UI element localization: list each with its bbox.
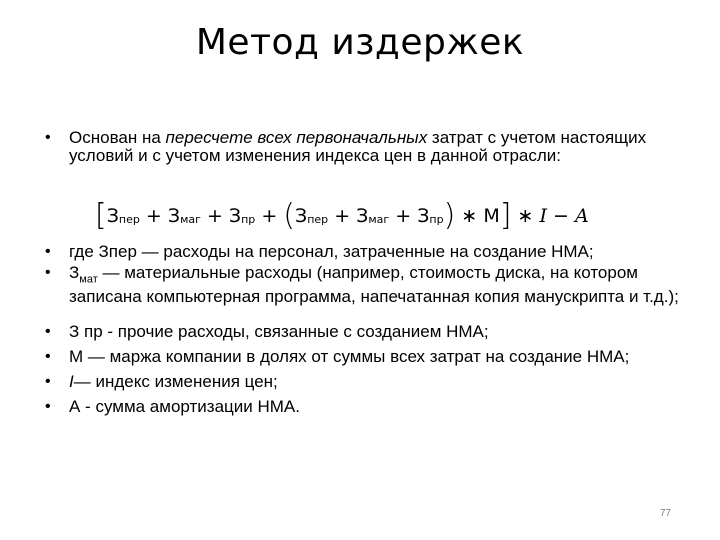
formula-i: I	[539, 205, 547, 227]
zmat-rest: — материальные расходы (например, стоимость диска, на котором записана компьютерная программа, напечатанная копия манускрипта и т.д.);	[69, 263, 679, 307]
intro-text-italic: пересчете всех первоначальных	[165, 128, 428, 147]
formula-z: З	[295, 205, 308, 227]
formula-open-bracket: [	[95, 198, 107, 233]
index-symbol: I	[69, 372, 74, 391]
bullet-dot-icon: •	[45, 323, 51, 340]
page-number: 77	[660, 508, 672, 519]
formula-a: A	[574, 205, 589, 227]
list-item-text: М — маржа компании в долях от суммы всех затрат на создание НМА;	[69, 347, 630, 366]
formula-sub-mag: маг	[180, 212, 201, 226]
formula-sub-per: пер	[307, 212, 329, 226]
list-item-text	[69, 264, 679, 306]
formula-plus: +	[395, 205, 412, 227]
formula-open-paren: (	[283, 198, 296, 233]
list-item-text: З пр - прочие расходы, связанные с созданием НМА;	[69, 322, 489, 341]
formula-plus: +	[145, 205, 162, 227]
list-item-text: где Зпер — расходы на персонал, затраченные на создание НМА;	[69, 242, 594, 261]
formula-sub-mag: маг	[368, 212, 390, 226]
list-item-text: А - сумма амортизации НМА.	[69, 397, 300, 416]
cost-formula	[95, 200, 589, 232]
formula-z: З	[417, 205, 430, 227]
bullet-dot-icon: •	[45, 264, 51, 281]
bullet-dot-icon: •	[45, 129, 51, 146]
formula-plus: +	[334, 205, 351, 227]
formula-close-bracket: ]	[499, 198, 512, 233]
intro-text-start: Основан на	[69, 128, 166, 147]
index-rest: — индекс изменения цен;	[73, 372, 278, 391]
formula-sub-pr: пр	[241, 212, 256, 226]
formula-plus: +	[261, 205, 278, 227]
formula-plus: +	[206, 205, 223, 227]
formula-m: M	[483, 205, 500, 227]
formula-multiply: ∗	[461, 205, 478, 227]
bullet-dot-icon: •	[45, 243, 51, 260]
zmat-letter: З	[69, 263, 80, 282]
slide-title: Метод издержек	[195, 22, 525, 63]
bullet-dot-icon: •	[45, 348, 51, 365]
list-item-text	[69, 373, 679, 391]
formula-z: З	[356, 205, 369, 227]
formula-minus: −	[553, 205, 569, 227]
intro-text	[69, 129, 679, 165]
bullet-dot-icon: •	[45, 398, 51, 415]
formula-close-paren: )	[443, 198, 456, 233]
intro-text-end: затрат с учетом настоящих условий и с учетом изменения индекса цен в данной отрасли:	[69, 128, 647, 165]
formula-multiply: ∗	[517, 205, 534, 227]
formula-z: З	[167, 205, 181, 227]
formula-z: З	[106, 205, 119, 227]
formula-z: З	[228, 205, 242, 227]
bullet-dot-icon: •	[45, 373, 51, 390]
formula-sub-pr: пр	[429, 212, 444, 226]
formula-sub-per: пер	[118, 212, 140, 226]
zmat-subscript: мат	[79, 273, 98, 286]
